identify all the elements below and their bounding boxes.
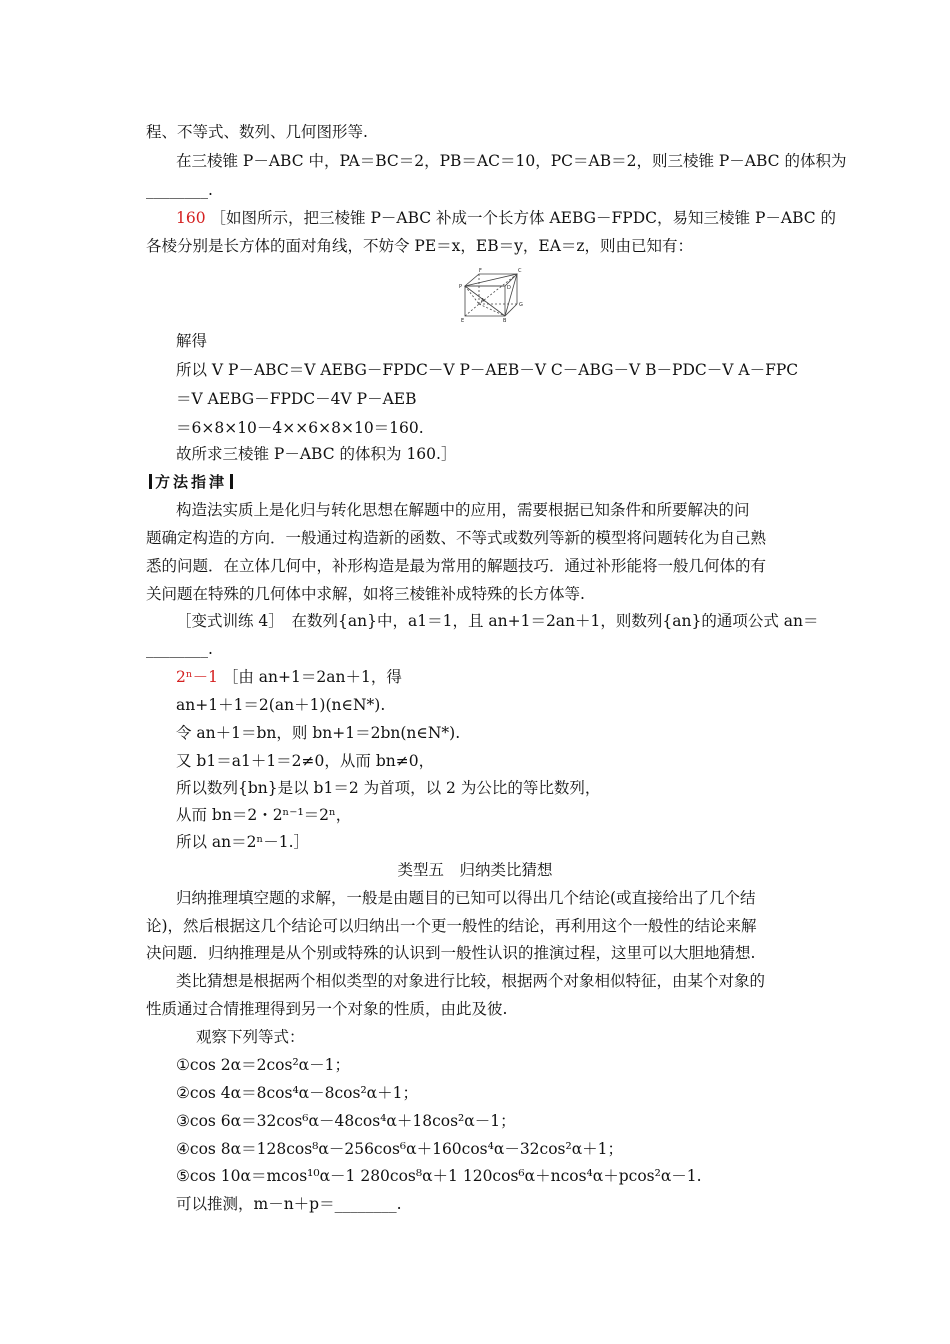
text-line: 故所求三棱锥 P－ABC 的体积为 160.］ bbox=[176, 445, 457, 463]
figure-label-P: P bbox=[459, 284, 463, 290]
cuboid-figure bbox=[455, 264, 527, 324]
answer-value: 160 bbox=[176, 209, 206, 227]
formula-line: ＝V AEBG－FPDC－4V P－AEB bbox=[176, 390, 417, 408]
text-line: 归纳推理填空题的求解，一般是由题目的已知可以得出几个结论(或直接给出了几个结 bbox=[176, 889, 756, 907]
figure-label-E: E bbox=[461, 318, 465, 324]
equation-4: ④cos 8α＝128cos⁸α－256cos⁶α＋160cos⁴α－32cos²α＋1； bbox=[176, 1140, 624, 1158]
equation-5: ⑤cos 10α＝mcos¹⁰α－1 280cos⁸α＋1 120cos⁶α＋ncos⁴α＋pcos²α－1. bbox=[176, 1167, 702, 1185]
text-line: 解得 bbox=[176, 332, 208, 350]
text-line: 各棱分别是长方体的面对角线，不妨令 PE＝x，EB＝y，EA＝z，则由已知有： bbox=[146, 237, 694, 255]
heading-text: 方法指津 bbox=[155, 473, 228, 491]
equation-1: ①cos 2α＝2cos²α－1； bbox=[176, 1056, 350, 1074]
figure-label-G: G bbox=[519, 302, 523, 308]
answer-value: 2ⁿ－1 bbox=[176, 668, 218, 686]
heading-bar-right bbox=[230, 474, 233, 489]
text-line: 构造法实质上是化归与转化思想在解题中的应用，需要根据已知条件和所要解决的问 bbox=[176, 501, 750, 519]
text-line: 关问题在特殊的几何体中求解，如将三棱锥补成特殊的长方体等. bbox=[146, 585, 585, 603]
formula-line: 所以数列{bn}是以 b1＝2 为首项，以 2 为公比的等比数列， bbox=[176, 779, 601, 797]
heading-bar-left bbox=[149, 474, 152, 489]
figure-label-B: B bbox=[503, 318, 507, 324]
figure-label-A: A bbox=[481, 298, 485, 304]
formula-line: 所以 V P－ABC＝V AEBG－FPDC－V P－AEB－V C－ABG－V B－PDC－V A－FPC bbox=[176, 361, 799, 379]
text-line: 观察下列等式： bbox=[196, 1028, 305, 1046]
figure-label-F: F bbox=[479, 268, 482, 274]
figure-label-D: D bbox=[507, 285, 511, 291]
answer-blank: ________. bbox=[146, 181, 213, 199]
text-line: 决问题．归纳推理是从个别或特殊的认识到一般性认识的推演过程，这里可以大胆地猜想. bbox=[146, 944, 756, 962]
formula-line: 从而 bn＝2・2ⁿ⁻¹＝2ⁿ， bbox=[176, 806, 352, 824]
text-line: 论)，然后根据这几个结论可以归纳出一个更一般性的结论，再利用这个一般性的结论来解 bbox=[146, 917, 757, 935]
figure-label-C: C bbox=[518, 268, 522, 274]
section-title: 类型五 归纳类比猜想 bbox=[397, 861, 553, 879]
formula-line: 令 an＋1＝bn，则 bn+1＝2bn(n∈N*). bbox=[176, 724, 461, 742]
text-line: 类比猜想是根据两个相似类型的对象进行比较，根据两个对象相似特征，由某个对象的 bbox=[176, 972, 766, 990]
solution-text: ［由 an+1＝2an＋1，得 bbox=[222, 668, 402, 686]
text-line: 性质通过合情推理得到另一个对象的性质，由此及彼. bbox=[146, 1000, 508, 1018]
solution-text: ［如图所示，把三棱锥 P－ABC 补成一个长方体 AEBG－FPDC，易知三棱锥 P－ABC 的 bbox=[210, 209, 837, 227]
answer-blank: ________. bbox=[146, 640, 213, 658]
solution-line bbox=[176, 667, 402, 687]
formula-line: ＝6×8×10－4××6×8×10＝160. bbox=[176, 419, 424, 437]
formula-line: 又 b1＝a1＋1＝2≠0，从而 bn≠0， bbox=[176, 752, 435, 770]
exercise-statement: ［变式训练 4］ 在数列{an}中，a1＝1，且 an+1＝2an＋1，则数列{an}的通项公式 an＝ bbox=[176, 612, 819, 630]
formula-line: an+1＋1＝2(an＋1)(n∈N*). bbox=[176, 696, 386, 714]
equation-3: ③cos 6α＝32cos⁶α－48cos⁴α＋18cos²α－1； bbox=[176, 1112, 516, 1130]
formula-line: 所以 an＝2ⁿ－1.］ bbox=[176, 833, 310, 851]
section-heading bbox=[146, 472, 236, 492]
text-line: 题确定构造的方向．一般通过构造新的函数、不等式或数列等新的模型将问题转化为自己熟 bbox=[146, 529, 767, 547]
text-line: 悉的问题．在立体几何中，补形构造是最为常用的解题技巧．通过补形能将一般几何体的有 bbox=[146, 557, 767, 575]
question-line: 可以推测，m－n＋p＝________. bbox=[176, 1195, 402, 1213]
problem-statement: 在三棱锥 P－ABC 中，PA＝BC＝2，PB＝AC＝10，PC＝AB＝2，则三棱锥 P－ABC 的体积为 bbox=[176, 152, 847, 170]
text-line: 程、不等式、数列、几何图形等. bbox=[146, 123, 368, 141]
solution-line bbox=[176, 208, 836, 228]
equation-2: ②cos 4α＝8cos⁴α－8cos²α＋1； bbox=[176, 1084, 418, 1102]
